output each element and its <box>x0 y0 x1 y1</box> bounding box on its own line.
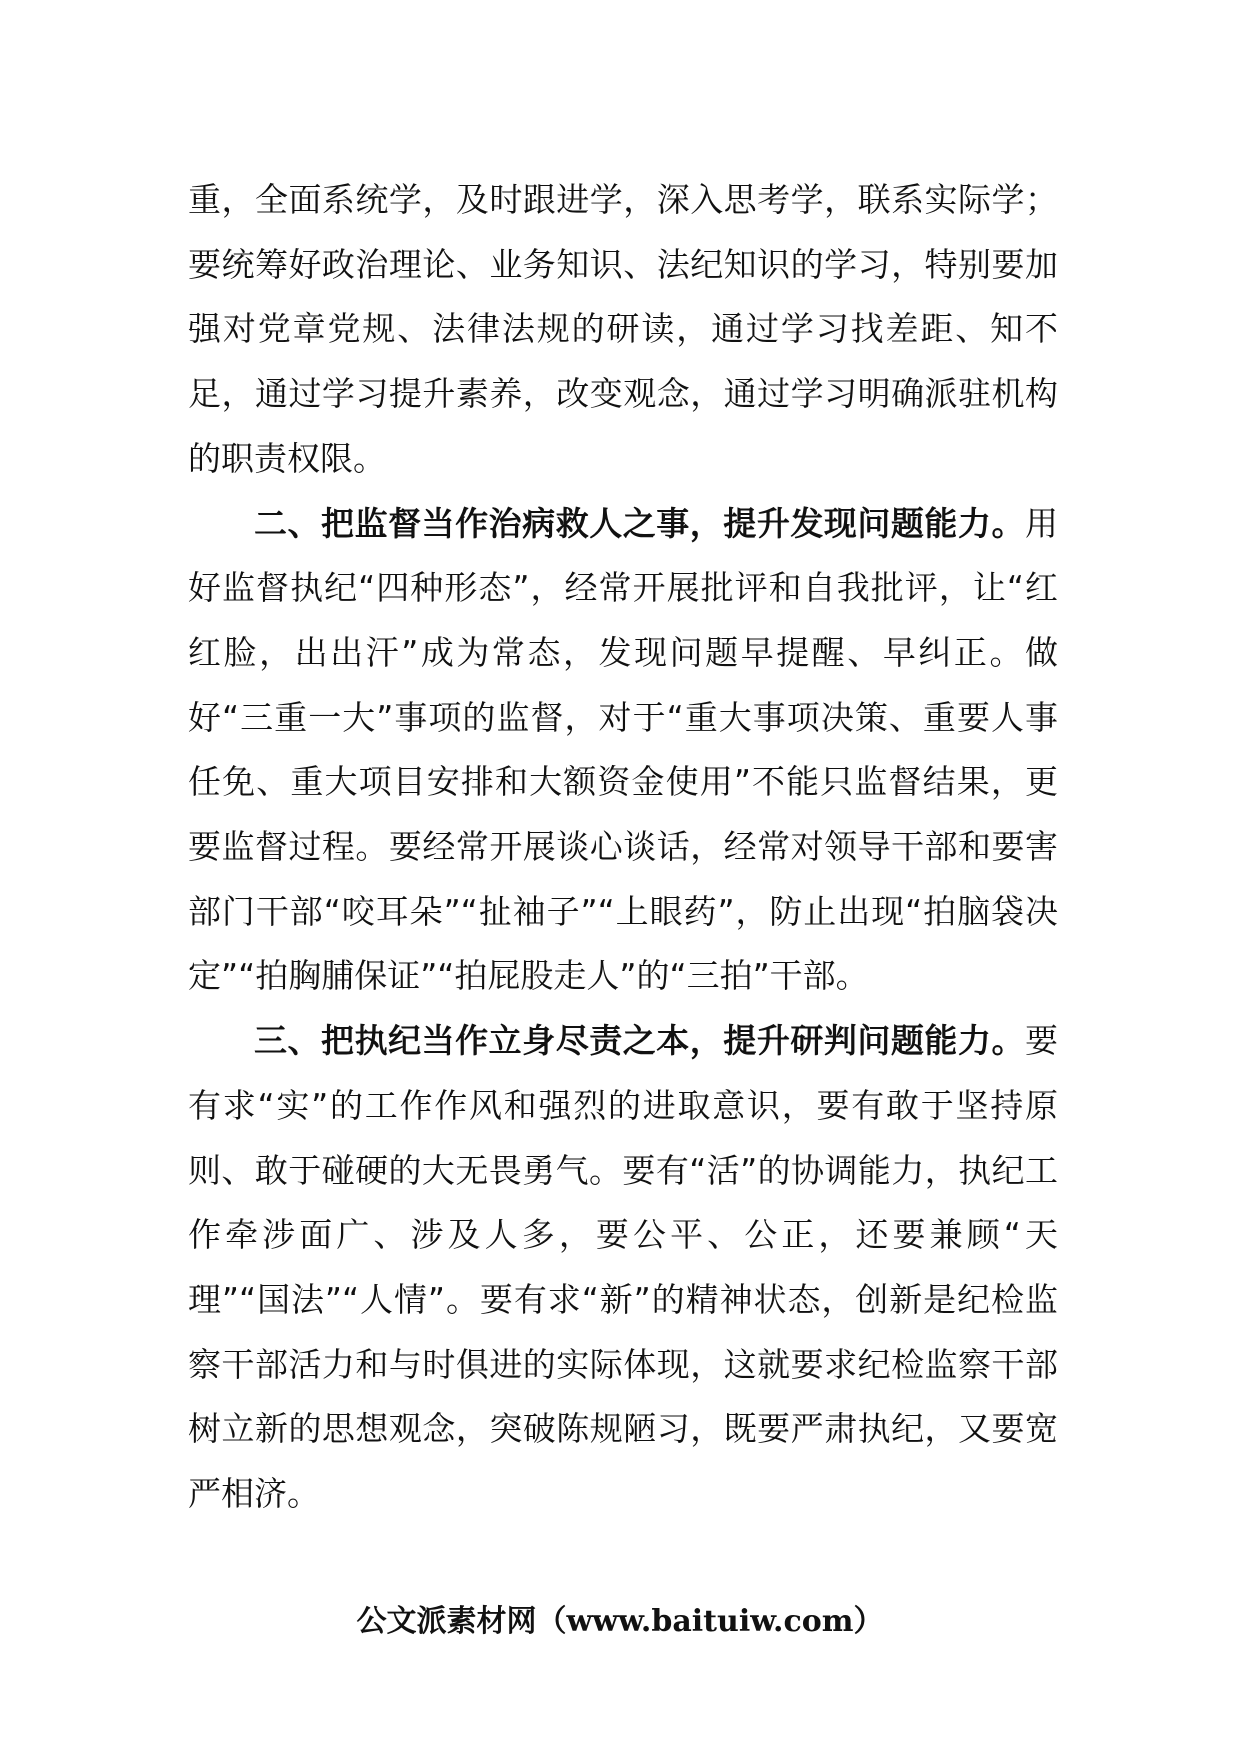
paragraph-text: 用好监督执纪“四种形态”，经常开展批评和自我批评，让“红红脸，出出汗”成为常态，发现问题早提醒、早纠正。做好“三重一大”事项的监督，对于“重大事项决策、重要人事任免、重大项目安排和大额资金使用”不能只监督结果，更要监督过程。要经常开展谈心谈话，经常对领导干部和要害部门干部“咬耳朵”“扯袖子”“上眼药”，防止出现“拍脑袋决定”“拍胸脯保证”“拍屁股走人”的“三拍”干部。 <box>188 503 1058 996</box>
paragraph-text: 重，全面系统学，及时跟进学，深入思考学，联系实际学；要统筹好政治理论、业务知识、法纪知识的学习，特别要加强对党章党规、法律法规的研读，通过学习找差距、知不足，通过学习提升素养，改变观念，通过学习明确派驻机构的职责权限。 <box>188 180 1058 478</box>
section-heading-three: 三、把执纪当作立身尽责之本，提升研判问题能力。 <box>254 1021 1025 1061</box>
section-heading-two: 二、把监督当作治病救人之事，提升发现问题能力。 <box>254 503 1025 543</box>
paragraph-text: 要有求“实”的工作作风和强烈的进取意识，要有敢于坚持原则、敢于碰硬的大无畏勇气。要有“活”的协调能力，执纪工作牵涉面广、涉及人多，要公平、公正，还要兼顾“天理”“国法”“人情”。要有求“新”的精神状态，创新是纪检监察干部活力和与时俱进的实际体现，这就要求纪检监察干部树立新的思想观念，突破陈规陋习，既要严肃执纪，又要宽严相济。 <box>188 1021 1058 1514</box>
paragraph-continued <box>188 168 1058 492</box>
paragraph-section-three <box>188 1009 1058 1527</box>
footer-watermark: 公文派素材网（www.baituiw.com） <box>356 1604 884 1639</box>
document-body <box>188 168 1058 1527</box>
paragraph-section-two <box>188 492 1058 1010</box>
